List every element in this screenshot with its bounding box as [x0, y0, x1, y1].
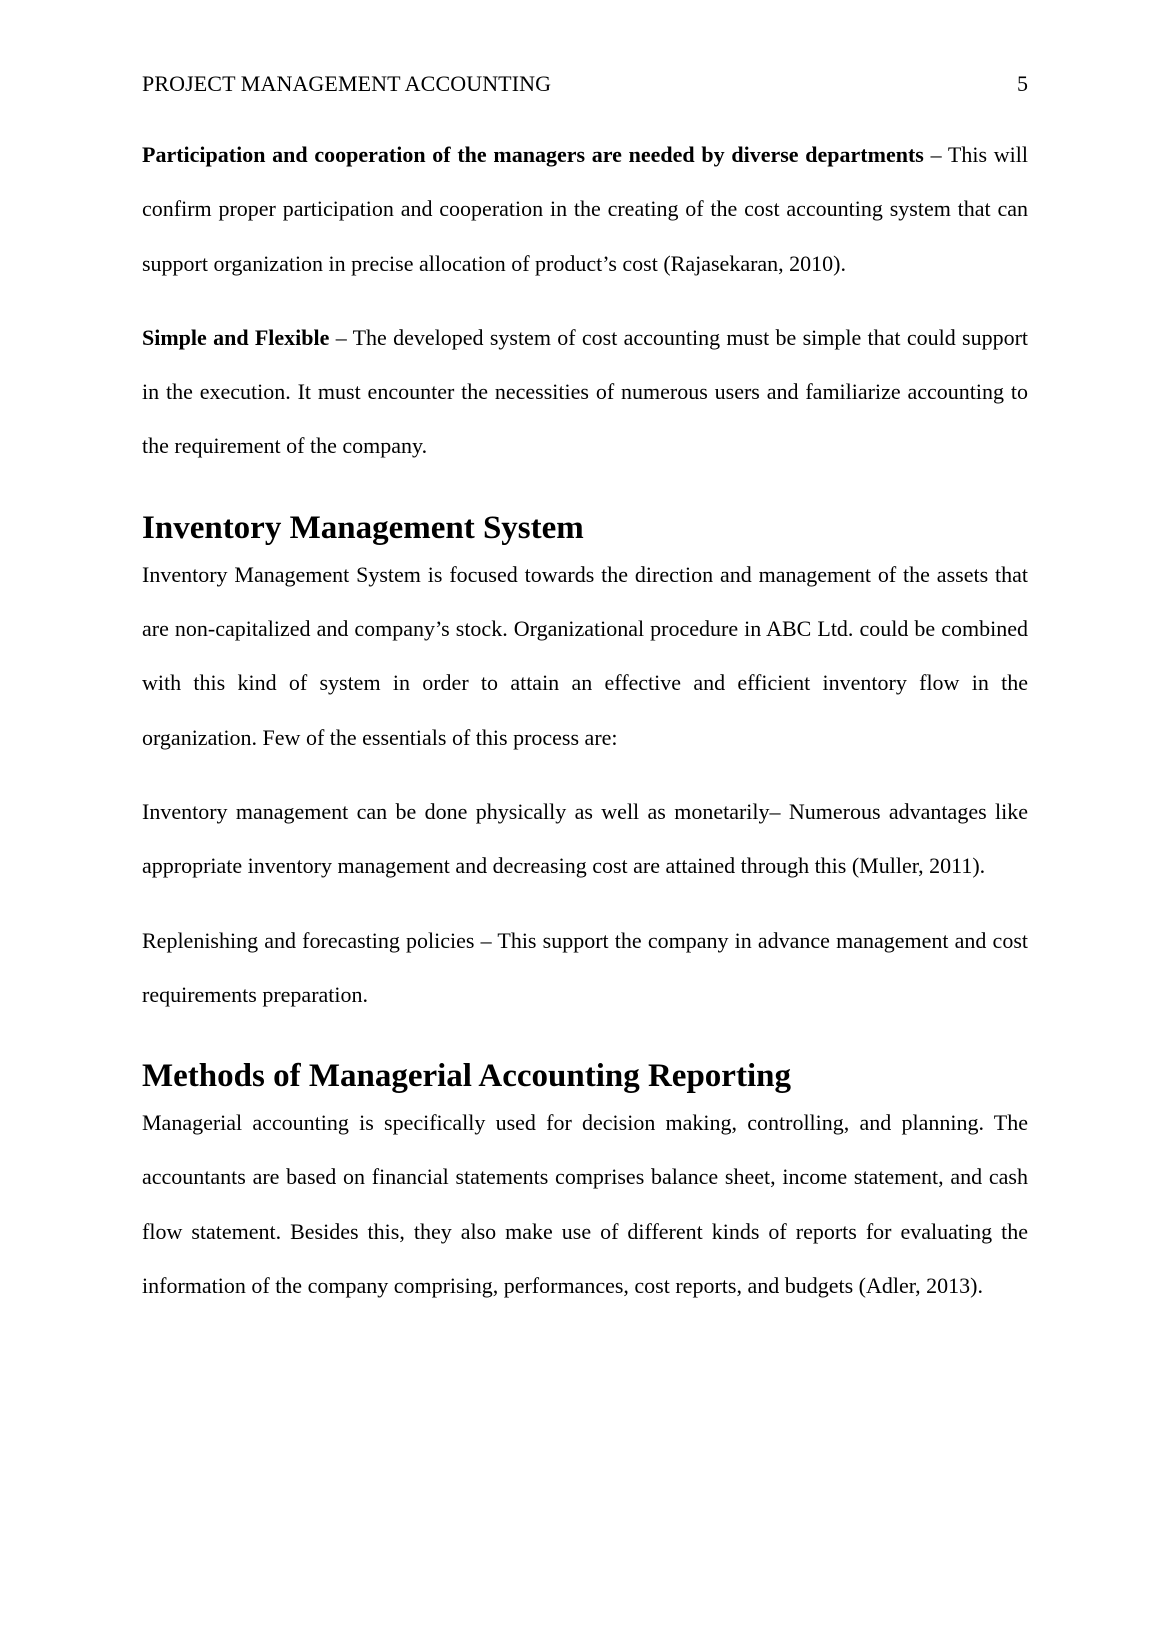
paragraph-simple-flexible-text: – The developed system of cost accounting must be simple that could support in the execution. It must encounter the necessities of numerous users and familiarize accounting to the requirement of the company.	[142, 324, 1029, 459]
paragraph-inventory-intro: Inventory Management System is focused towards the direction and management of the assets that are non-capitalized and company’s stock. Organizational procedure in ABC Ltd. could be combined with this kind of system in order to attain an effective and efficient inventory flow in the organization. Few of the essentials of this process are:	[142, 561, 1028, 750]
running-header	[142, 68, 1028, 100]
heading-inventory-management: Inventory Management System	[142, 509, 584, 546]
paragraph-replenishing: Replenishing and forecasting policies – This support the company in advance management and cost requirements preparation.	[142, 927, 1028, 1007]
paragraph-inventory-physical: Inventory management can be done physically as well as monetarily– Numerous advantages like appropriate inventory management and decreasing cost are attained through this (Muller, 2011).	[142, 798, 1028, 879]
paragraph-simple-flexible	[142, 311, 1028, 474]
paragraph-participation-lead: Participation and cooperation of the managers are needed by diverse departments	[142, 142, 924, 167]
document-body	[142, 128, 1028, 1313]
running-title: PROJECT MANAGEMENT ACCOUNTING	[142, 71, 552, 96]
paragraph-simple-flexible-lead: Simple and Flexible	[142, 324, 330, 350]
page-number: 5	[1017, 71, 1028, 96]
paragraph-participation	[142, 128, 1028, 291]
paragraph-participation-text: – This will confirm proper participation and cooperation in the creating of the cost accounting system that can support organization in precise allocation of product’s cost (Rajasekaran, 2010).	[142, 142, 1028, 276]
paragraph-managerial-reporting: Managerial accounting is specifically used for decision making, controlling, and planning. The accountants are based on financial statements comprises balance sheet, income statement, and cash flow statement. Besides this, they also make use of different kinds of reports for evaluating the information of the company comprising, performances, cost reports, and budgets (Adler, 2013).	[142, 1110, 1028, 1299]
heading-managerial-reporting: Methods of Managerial Accounting Reporting	[142, 1058, 791, 1095]
